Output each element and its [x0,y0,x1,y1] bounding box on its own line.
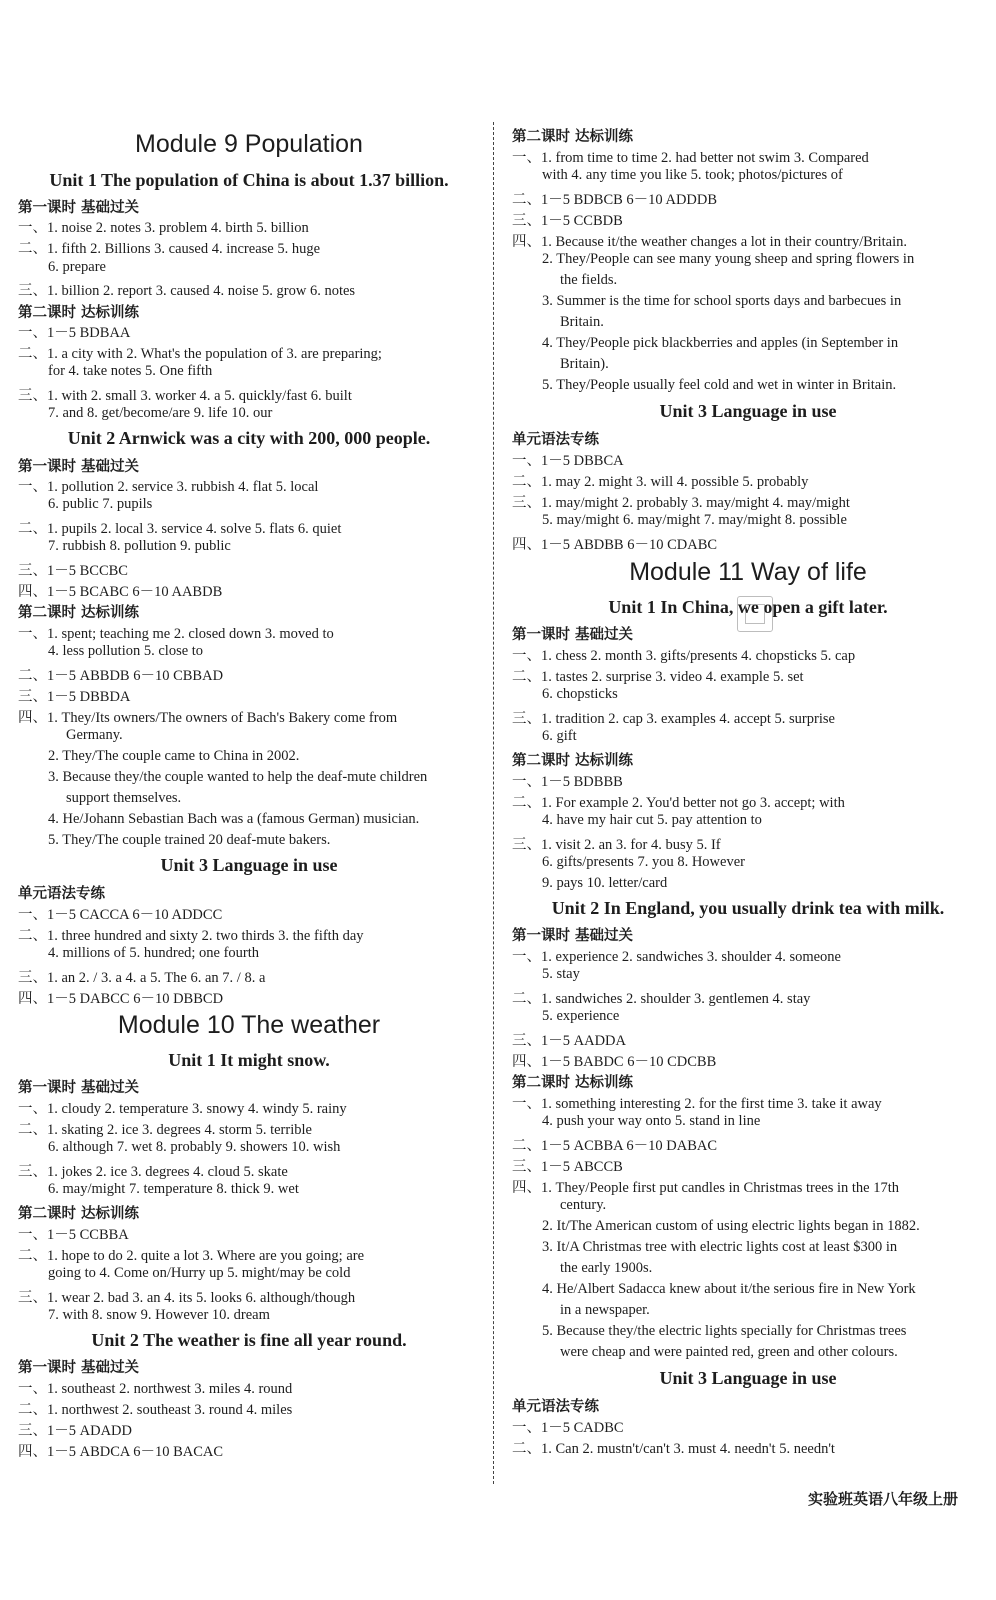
answer-line: 四、1. They/People first put candles in Christmas trees in the 17th [512,1180,900,1196]
answer-line: 一、1. spent; teaching me 2. closed down 3. moved to [18,626,334,642]
answer-line: support themselves. [66,790,182,806]
answer-line: century. [560,1197,607,1213]
answer-line: 一、1. pollution 2. service 3. rubbish 4. flat 5. local [18,479,319,495]
answer-line: 三、1. visit 2. an 3. for 4. busy 5. If [512,837,721,853]
answer-line: 一、1. noise 2. notes 3. problem 4. birth 5. billion [18,220,309,236]
answer-line: 三、1－5 DBBDA [18,689,131,705]
answer-line: 三、1. with 2. small 3. worker 4. a 5. quickly/fast 6. built [18,388,352,404]
answer-line: were cheap and were painted red, green and other colours. [560,1344,898,1360]
answer-line: 7. rubbish 8. pollution 9. public [48,538,231,554]
answer-line: 4. have my hair cut 5. pay attention to [542,812,762,828]
answer-line: 一、1－5 BDBAA [18,325,131,341]
module-title: Module 11 Way of life [629,558,867,586]
answer-line: the fields. [560,272,618,288]
answer-line: 三、1－5 ABCCB [512,1159,623,1175]
answer-line: 2. They/People can see many young sheep and spring flowers in [542,251,915,267]
section-heading: 单元语法专练 [18,886,105,902]
unit-title: Unit 2 Arnwick was a city with 200, 000 people. [67,428,431,448]
answer-line: 4. He/Johann Sebastian Bach was a (famous German) musician. [48,811,420,827]
answer-line: 三、1. an 2. / 3. a 4. a 5. The 6. an 7. / 8. a [18,970,266,986]
answer-line: 三、1－5 ADADD [18,1423,132,1439]
answer-line: 一、1. cloudy 2. temperature 3. snowy 4. windy 5. rainy [18,1101,347,1117]
module-title: Module 9 Population [135,130,363,158]
unit-title: Unit 3 Language in use [659,401,837,421]
answer-line: 一、1. chess 2. month 3. gifts/presents 4. chopsticks 5. cap [512,648,856,664]
answer-line: 二、1. northwest 2. southeast 3. round 4. miles [18,1402,293,1418]
answer-line: 四、1. Because it/the weather changes a lot in their country/Britain. [512,234,908,250]
answer-line: 三、1. wear 2. bad 3. an 4. its 5. looks 6. although/though [18,1290,356,1306]
unit-title: Unit 1 The population of China is about 1.37 billion. [49,170,449,190]
answer-line: 四、1. They/Its owners/The owners of Bach's Bakery come from [18,710,398,726]
answer-line: 4. millions of 5. hundred; one fourth [48,945,260,961]
answer-line: 4. less pollution 5. close to [48,643,204,659]
answer-line: 3. Summer is the time for school sports days and barbecues in [542,293,902,309]
answer-line: Britain). [560,356,609,372]
answer-line: 三、1. tradition 2. cap 3. examples 4. accept 5. surprise [512,711,835,727]
section-heading: 第二课时 达标训练 [512,1075,634,1091]
answer-line: going to 4. Come on/Hurry up 5. might/may be cold [48,1265,351,1281]
answer-line: 二、1－5 ABBDB 6－10 CBBAD [18,668,224,684]
answer-line: 6. may/might 7. temperature 8. thick 9. wet [48,1181,299,1197]
section-heading: 第一课时 基础过关 [512,928,634,944]
answer-line: 一、1－5 CADBC [512,1420,624,1436]
answer-line: Germany. [66,727,123,743]
answer-line: 4. push your way onto 5. stand in line [542,1113,761,1129]
answer-line: for 4. take notes 5. One fifth [48,363,213,379]
section-heading: 第一课时 基础过关 [18,1080,140,1096]
answer-line: 二、1. fifth 2. Billions 3. caused 4. increase 5. huge [18,241,321,257]
answer-line: 二、1. pupils 2. local 3. service 4. solve 5. flats 6. quiet [18,521,342,537]
answer-line: Britain. [560,314,604,330]
unit-title: Unit 2 The weather is fine all year round. [91,1330,407,1350]
answer-line: 三、1－5 CCBDB [512,213,623,229]
unit-title: Unit 2 In England, you usually drink tea with milk. [551,898,945,918]
answer-line: 6. gift [542,728,577,744]
answer-line: 一、1. from time to time 2. had better not swim 3. Compared [512,150,869,166]
section-heading: 第二课时 达标训练 [18,605,140,621]
section-heading: 第二课时 达标训练 [512,129,634,145]
answer-line: 二、1. Can 2. mustn't/can't 3. must 4. needn't 5. needn't [512,1441,835,1457]
answer-line: 一、1. southeast 2. northwest 3. miles 4. round [18,1381,293,1397]
answer-line: 三、1. billion 2. report 3. caused 4. noise 5. grow 6. notes [18,283,356,299]
unit-title: Unit 1 In China, we open a gift later. [608,597,888,617]
answer-line: 7. and 8. get/become/are 9. life 10. our [48,405,273,421]
answer-line: 三、1－5 BCCBC [18,563,128,579]
answer-line: 6. chopsticks [542,686,618,702]
answer-line: 四、1－5 ABDCA 6－10 BACAC [18,1444,224,1460]
section-heading: 第一课时 基础过关 [512,627,634,643]
answer-line: 6. gifts/presents 7. you 8. However [542,854,745,870]
answer-line: 四、1－5 DABCC 6－10 DBBCD [18,991,224,1007]
answer-line: 3. Because they/the couple wanted to help the deaf-mute children [48,769,428,785]
section-heading: 第一课时 基础过关 [18,1360,140,1376]
section-heading: 单元语法专练 [512,1399,599,1415]
section-heading: 第一课时 基础过关 [18,200,140,216]
answer-line: 三、1－5 AADDA [512,1033,626,1049]
answer-line: 三、1. may/might 2. probably 3. may/might 4. may/might [512,495,850,511]
answer-line: 5. They/The couple trained 20 deaf-mute bakers. [48,832,331,848]
unit-title: Unit 3 Language in use [659,1368,837,1388]
answer-line: 9. pays 10. letter/card [542,875,668,891]
unit-title: Unit 1 It might snow. [168,1050,330,1070]
answer-line: 一、1. something interesting 2. for the first time 3. take it away [512,1096,882,1112]
answer-line: 二、1. tastes 2. surprise 3. video 4. example 5. set [512,669,804,685]
answer-line: 5. may/might 6. may/might 7. may/might 8. possible [542,512,847,528]
unit-title: Unit 3 Language in use [160,855,338,875]
answer-line: 二、1. hope to do 2. quite a lot 3. Where are you going; are [18,1248,365,1264]
answer-line: 二、1. sandwiches 2. shoulder 3. gentlemen 4. stay [512,991,811,1007]
answer-line: 6. prepare [48,259,106,275]
answer-line: the early 1900s. [560,1260,653,1276]
answer-line: 二、1. a city with 2. What's the population of 3. are preparing; [18,346,382,362]
stamp-mark [737,596,773,632]
answer-line: 6. public 7. pupils [48,496,153,512]
answer-line: 二、1－5 ACBBA 6－10 DABAC [512,1138,718,1154]
answer-line: 7. with 8. snow 9. However 10. dream [48,1307,270,1323]
answer-line: 2. They/The couple came to China in 2002. [48,748,300,764]
answer-line: 二、1. For example 2. You'd better not go 3. accept; with [512,795,845,811]
section-heading: 第一课时 基础过关 [18,459,140,475]
answer-line: 二、1. skating 2. ice 3. degrees 4. storm 5. terrible [18,1122,312,1138]
answer-line: 四、1－5 BABDC 6－10 CDCBB [512,1054,717,1070]
answer-line: 一、1－5 BDBBB [512,774,623,790]
answer-line: with 4. any time you like 5. took; photos/pictures of [542,167,843,183]
answer-line: 一、1. experience 2. sandwiches 3. shoulder 4. someone [512,949,841,965]
section-heading: 第二课时 达标训练 [18,1206,140,1222]
section-heading: 单元语法专练 [512,432,599,448]
answer-line: 4. He/Albert Sadacca knew about it/the serious fire in New York [542,1281,916,1297]
answer-line: 5. They/People usually feel cold and wet in winter in Britain. [542,377,897,393]
answer-line: 6. although 7. wet 8. probably 9. showers 10. wish [48,1139,341,1155]
answer-line: 2. It/The American custom of using electric lights began in 1882. [542,1218,920,1234]
answer-line: 5. experience [542,1008,620,1024]
page-footer: 实验班英语八年级上册 [808,1490,959,1508]
answer-line: 5. stay [542,966,580,982]
answer-line: 四、1－5 BCABC 6－10 AABDB [18,584,223,600]
answer-line: in a newspaper. [560,1302,650,1318]
answer-line: 二、1－5 BDBCB 6－10 ADDDB [512,192,718,208]
column-divider [493,122,494,1484]
answer-line: 5. Because they/the electric lights specially for Christmas trees [542,1323,907,1339]
answer-line: 一、1－5 DBBCA [512,453,624,469]
answer-line: 四、1－5 ABDBB 6－10 CDABC [512,537,718,553]
answer-line: 一、1－5 CACCA 6－10 ADDCC [18,907,223,923]
answer-line: 三、1. jokes 2. ice 3. degrees 4. cloud 5. skate [18,1164,288,1180]
answer-line: 4. They/People pick blackberries and apples (in September in [542,335,899,351]
section-heading: 第二课时 达标训练 [512,753,634,769]
answer-line: 3. It/A Christmas tree with electric lights cost at least $300 in [542,1239,898,1255]
answer-line: 二、1. may 2. might 3. will 4. possible 5. probably [512,474,809,490]
answer-line: 二、1. three hundred and sixty 2. two thirds 3. the fifth day [18,928,364,944]
section-heading: 第二课时 达标训练 [18,305,140,321]
module-title: Module 10 The weather [117,1011,381,1039]
answer-line: 一、1－5 CCBBA [18,1227,129,1243]
